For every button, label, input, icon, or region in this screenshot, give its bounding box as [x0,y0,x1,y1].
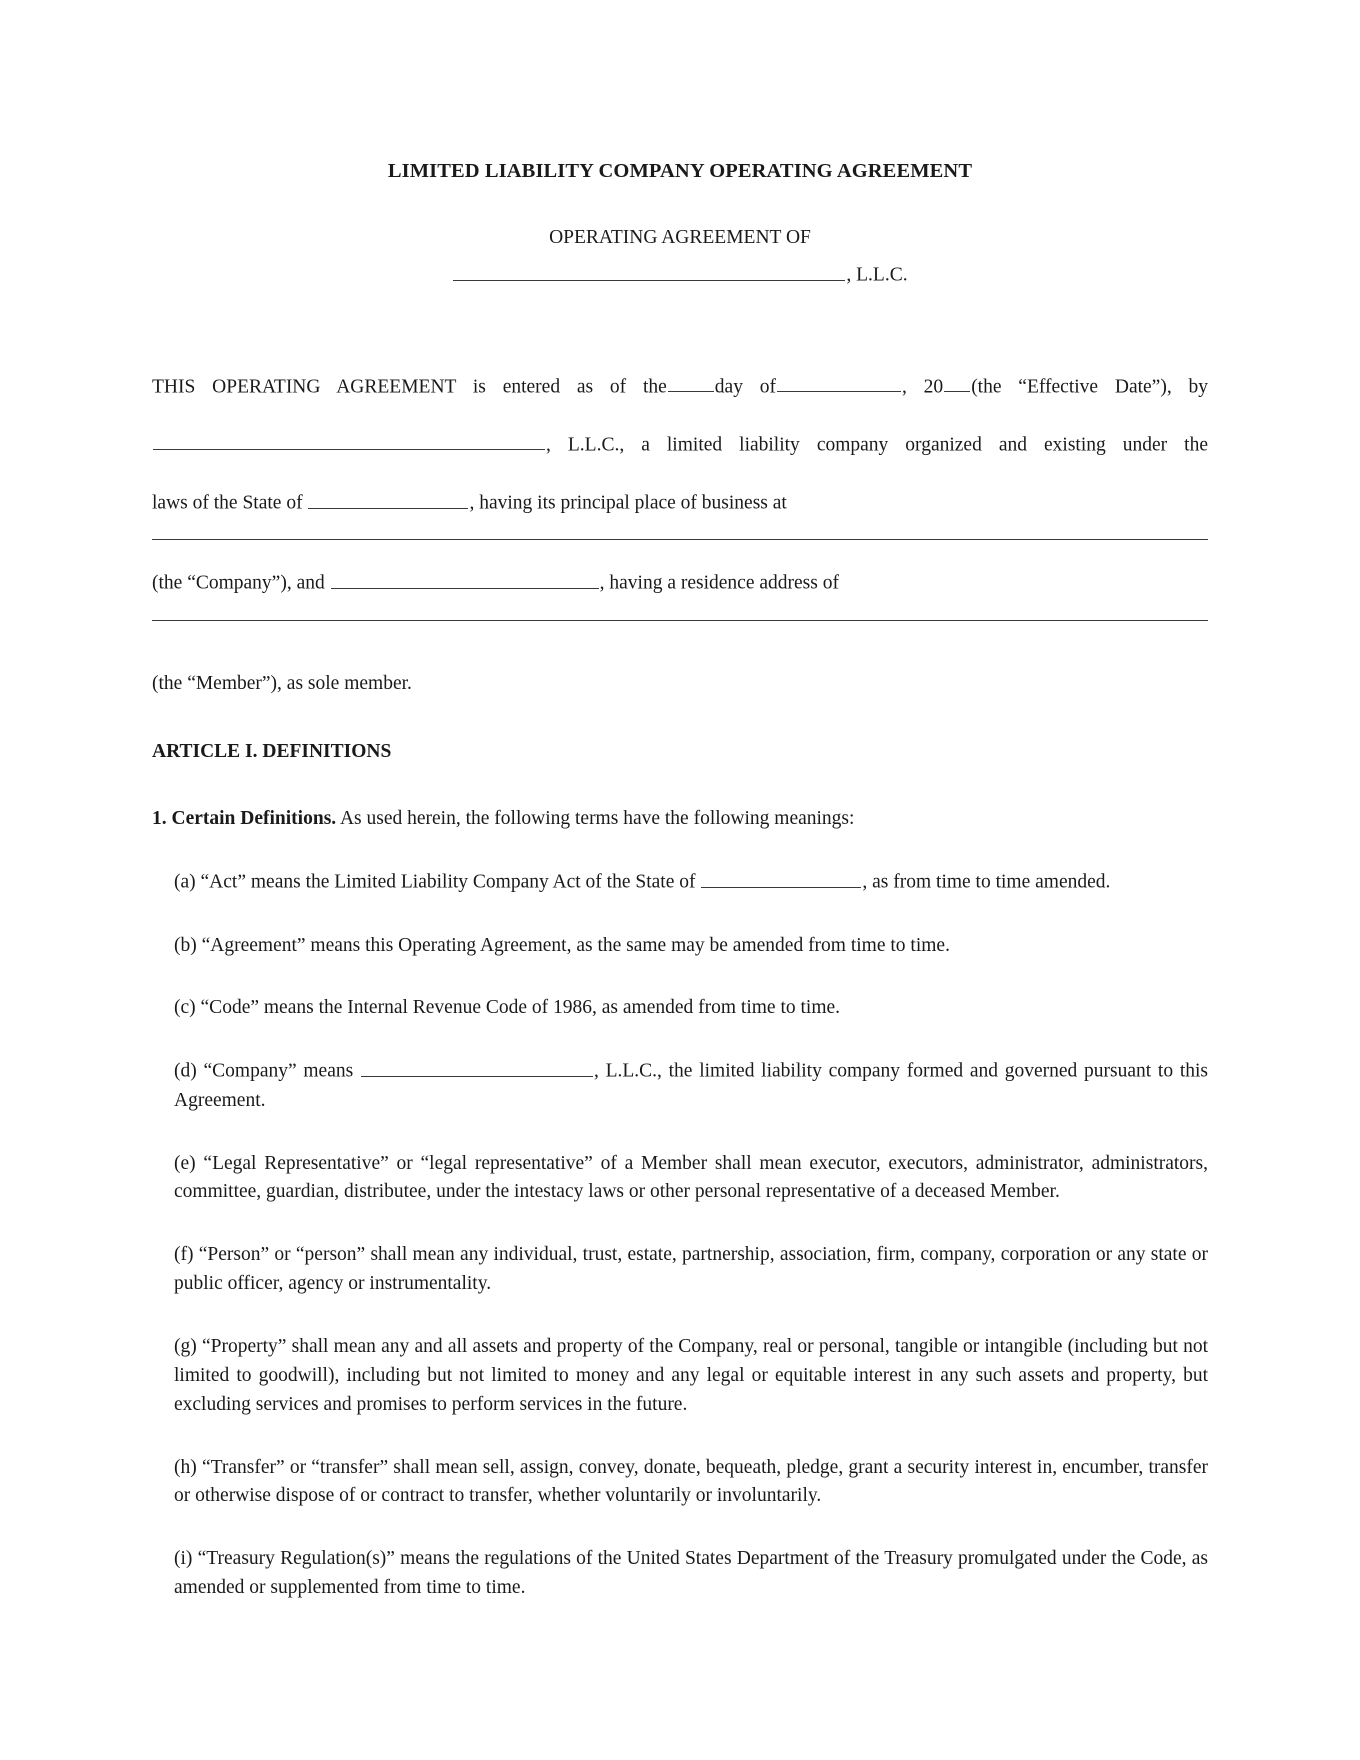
intro-word-a: a [667,572,676,594]
entity-suffix: , L.L.C. [846,264,908,286]
definition-label-g: (g) [174,1335,197,1357]
definition-item-c [174,994,1208,1023]
act-state-blank[interactable] [701,868,861,888]
intro-word-of-4: of [822,572,839,594]
definition-item-e [174,1150,1208,1208]
subtitle-block [152,227,1208,287]
day-blank[interactable] [668,373,714,393]
definition-label-c: (c) [174,997,196,1019]
company-name-blank[interactable] [153,431,545,451]
document-subtitle: OPERATING AGREEMENT OF [549,227,811,248]
intro-comma-4: , [599,572,605,594]
definitions-list [152,868,1208,1603]
intro-word-of-1: of [192,492,209,514]
year-blank[interactable] [944,373,970,393]
principal-address-rule[interactable] [152,539,1208,540]
intro-line-2 [152,431,1208,489]
definition-text-f: “Person” or “person” shall mean any individual, trust, estate, partnership, association, firm, company, corporation or any state or public officer, agency or instrumentality. [174,1244,1208,1295]
month-blank[interactable] [777,373,901,393]
intro-word-having: having [479,492,533,514]
intro-word-company-quoted: “Company”), [187,572,292,594]
intro-text-1c: , 20 [902,376,944,398]
definition-text-d-before: “Company” means [203,1060,354,1082]
intro-line-4 [152,569,1208,649]
intro-word-the: the [213,492,238,514]
intro-word-address: address [759,572,818,594]
definition-text-e: “Legal Representative” or “legal representative” of a Member shall mean executor, executors, administrator, administrators, committee, guardian, distributee, under the intestacy laws or other personal representative of a deceased Member. [174,1152,1209,1203]
intro-line-1 [152,373,1208,431]
intro-word-residence: residence [680,572,755,594]
page-title: LIMITED LIABILITY COMPANY OPERATING AGREEMENT [387,160,973,182]
member-name-blank[interactable] [331,569,599,589]
definition-text-i: “Treasury Regulation(s)” means the regulations of the United States Department of the Treasury promulgated under the Code, as amended or supplemented from time to time. [174,1548,1209,1599]
intro-comma-3: , [469,492,475,514]
section-certain-definitions [152,805,1208,834]
intro-text-1a: THIS OPERATING AGREEMENT is entered as of the [152,376,667,398]
entity-name-line [152,261,1208,287]
section-number-label: 1. Certain Definitions. [152,808,337,830]
definition-text-g: “Property” shall mean any and all assets and property of the Company, real or personal, tangible or intangible (including but not limited to goodwill), including but not limited to money and any legal or equitable interest in any such assets and property, but excluding services and promises to perform services in the future. [174,1335,1209,1415]
definition-item-b [174,932,1208,961]
intro-word-place: place [634,492,676,514]
definition-item-i [174,1545,1208,1603]
intro-line-5: (the “Member”), as sole member. [152,673,412,695]
intro-text-1d: (the “Effective Date”), by [971,376,1208,398]
state-blank[interactable] [308,489,468,509]
definition-text-a-before: “Act” means the Limited Liability Company Act of the State of [200,871,696,893]
residence-address-rule[interactable] [152,620,1208,621]
definition-item-f [174,1241,1208,1299]
intro-text-1b: day of [714,376,776,398]
definition-item-h [174,1454,1208,1512]
intro-line-3 [152,489,1208,569]
section-intro-text: As used herein, the following terms have the following meanings: [336,808,855,830]
definition-label-f: (f) [174,1244,194,1266]
definition-text-a-after: , as from time to time amended. [862,871,1111,893]
definition-text-c: “Code” means the Internal Revenue Code of 1986, as amended from time to time. [200,997,841,1019]
intro-word-at: at [772,492,787,514]
intro-word-its: its [537,492,556,514]
intro-word-of-3: of [680,492,697,514]
definition-text-b: “Agreement” means this Operating Agreement, as the same may be amended from time to time. [201,934,950,956]
definition-label-d: (d) [174,1060,197,1082]
intro-word-of-2: of [286,492,303,514]
definition-label-i: (i) [174,1548,193,1570]
intro-word-having-2: having [609,572,663,594]
definition-label-h: (h) [174,1456,197,1478]
intro-word-laws: laws [152,492,188,514]
intro-word-state: State [242,492,282,514]
definition-label-a: (a) [174,871,196,893]
intro-word-principal: principal [560,492,630,514]
intro-word-business: business [701,492,768,514]
definition-text-d-after: , L.L.C., the limited liability company formed and governed pursuant to this Agreement. [174,1060,1209,1111]
definition-item-g [174,1333,1208,1420]
definition-item-d [174,1057,1208,1115]
intro-word-the-2: (the [152,572,183,594]
definition-text-h: “Transfer” or “transfer” shall mean sell, assign, convey, donate, bequeath, pledge, grant a security interest in, encumber, transfer or otherwise dispose of or contract to transfer, whether voluntarily or involuntarily. [174,1456,1208,1507]
article-heading: ARTICLE I. DEFINITIONS [152,741,392,763]
definition-label-b: (b) [174,934,197,956]
entity-name-blank[interactable] [453,261,845,281]
company-definition-blank[interactable] [361,1057,593,1077]
intro-word-and: and [296,572,325,594]
definition-label-e: (e) [174,1152,196,1174]
introduction-paragraph [152,373,1208,700]
intro-text-2a: , L.L.C., a limited liability company organized and existing under the [546,434,1208,456]
definition-item-a [174,868,1208,897]
